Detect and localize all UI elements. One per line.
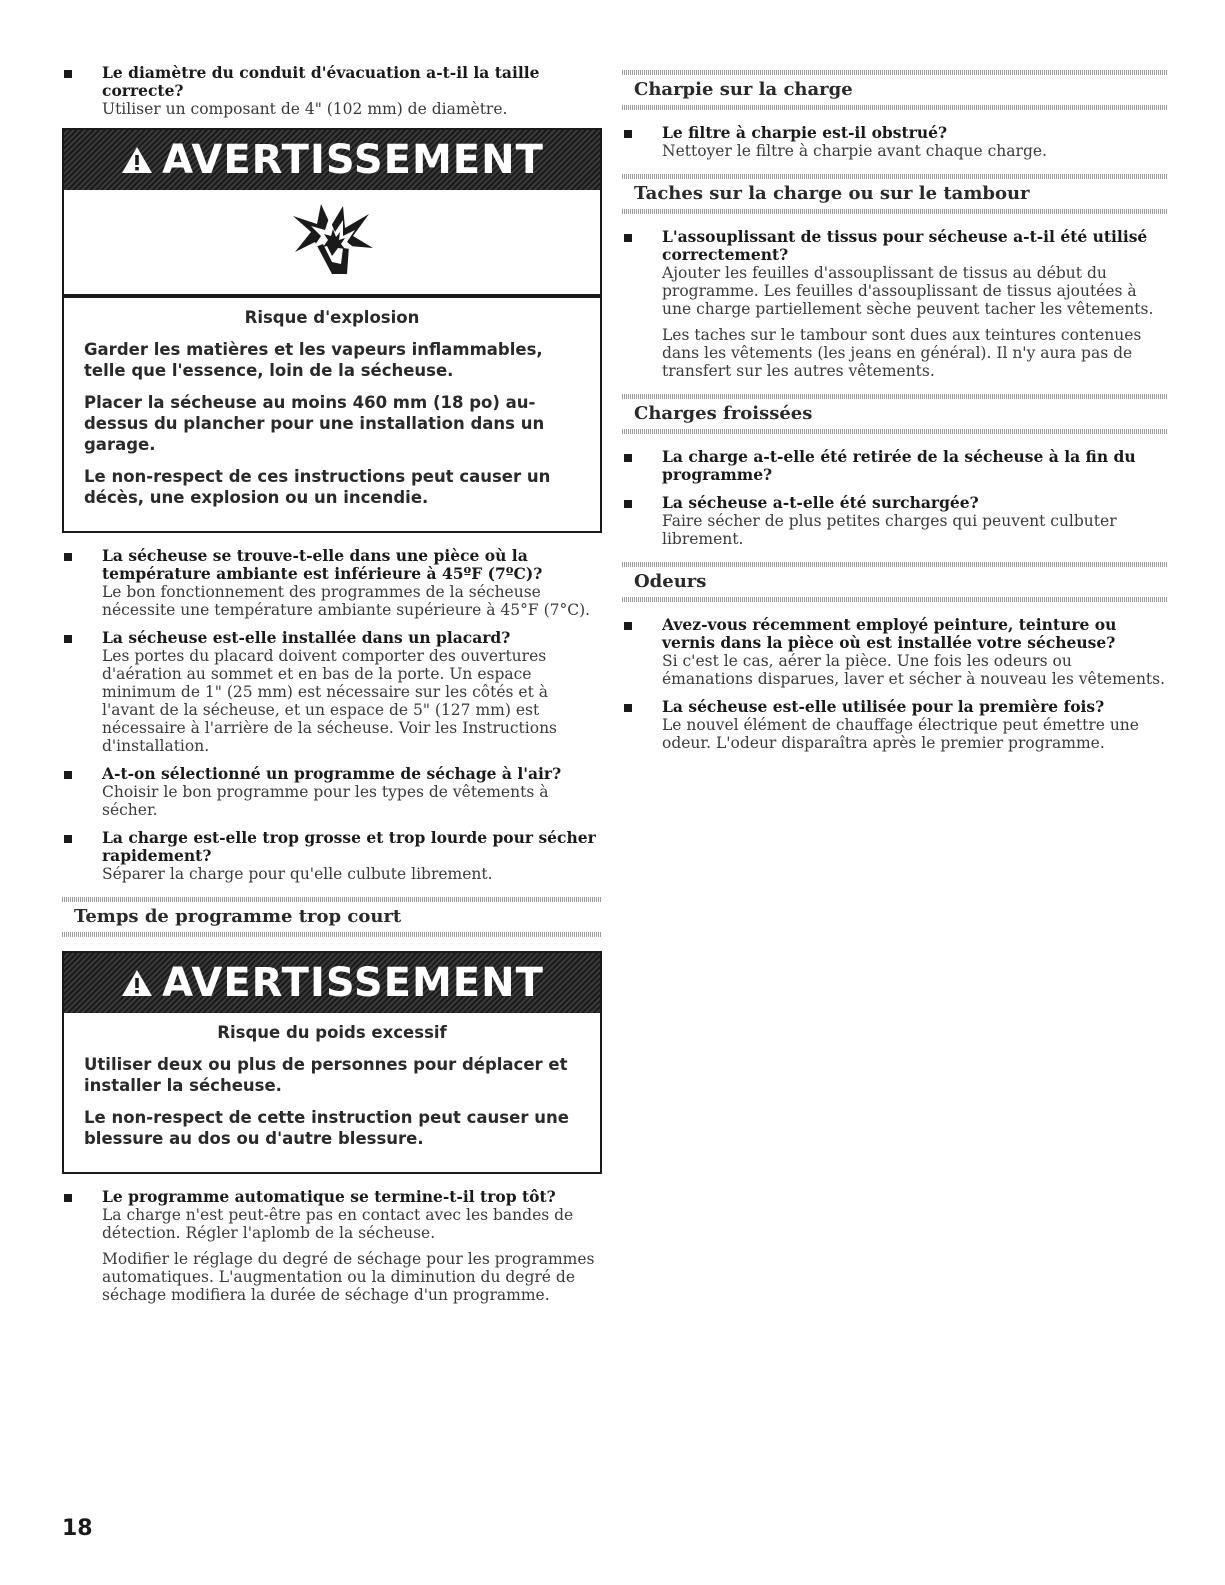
question: L'assouplissant de tissus pour sécheuse a-t-il été utilisé correctement? bbox=[662, 227, 1148, 264]
list-item bbox=[622, 448, 1167, 484]
warning-banner bbox=[64, 953, 600, 1013]
question: La sécheuse est-elle utilisée pour la première fois? bbox=[662, 697, 1105, 716]
section-rule-bottom bbox=[622, 209, 1167, 214]
bullet-icon bbox=[64, 553, 72, 561]
list-item bbox=[622, 698, 1167, 752]
warning-paragraph: Placer la sécheuse au moins 460 mm (18 po) au-dessus du plancher pour une installation dans un garage. bbox=[84, 393, 545, 454]
list-item bbox=[62, 1188, 602, 1304]
section-title: Taches sur la charge ou sur le tambour bbox=[634, 183, 1030, 204]
answer: Le nouvel élément de chauffage électrique peut émettre une odeur. L'odeur disparaîtra après le premier programme. bbox=[662, 716, 1139, 752]
bullet-icon bbox=[624, 500, 632, 508]
bullet-icon bbox=[64, 70, 72, 78]
section-header-charpie bbox=[622, 70, 1167, 110]
warning-banner-text: AVERTISSEMENT bbox=[162, 137, 544, 183]
warning-title: Risque d'explosion bbox=[244, 308, 420, 327]
warning-triangle-icon bbox=[120, 145, 154, 175]
bullet-icon bbox=[64, 835, 72, 843]
section-header-odeurs bbox=[622, 562, 1167, 602]
warning-paragraph: Le non-respect de cette instruction peut causer une blessure au dos ou d'autre blessure. bbox=[84, 1108, 569, 1148]
warning-triangle-icon bbox=[120, 968, 154, 998]
bullet-icon bbox=[624, 622, 632, 630]
warning-paragraph: Garder les matières et les vapeurs inflammables, telle que l'essence, loin de la sécheuse. bbox=[84, 340, 543, 380]
warning-paragraph: Le non-respect de ces instructions peut causer un décès, une explosion ou un incendie. bbox=[84, 467, 551, 507]
list-item bbox=[62, 829, 602, 883]
explosion-icon bbox=[287, 202, 377, 282]
warning-title: Risque du poids excessif bbox=[217, 1023, 447, 1042]
answer: Les portes du placard doivent comporter des ouvertures d'aération au sommet et en bas de la porte. Un espace minimum de 1" (25 mm) est nécessaire sur les côtés et à l'avant de la sécheuse, et un espace de 5" (127 mm) est nécessaire à l'arrière de la sécheuse. Voir les Instructions d'installation. bbox=[102, 647, 558, 755]
answer: Les taches sur le tambour sont dues aux teintures contenues dans les vêtements (les jeans en général). Il n'y aura pas de transfert sur les autres vêtements. bbox=[662, 326, 1142, 380]
page-number: 18 bbox=[62, 1516, 93, 1541]
question: La sécheuse a-t-elle été surchargée? bbox=[662, 493, 979, 512]
warning-symbol-area bbox=[64, 190, 600, 298]
list-item bbox=[622, 228, 1167, 380]
answer: Séparer la charge pour qu'elle culbute librement. bbox=[102, 865, 493, 883]
list-item bbox=[622, 494, 1167, 548]
section-title: Charges froissées bbox=[634, 403, 813, 424]
bullet-icon bbox=[624, 454, 632, 462]
question: Le filtre à charpie est-il obstrué? bbox=[662, 123, 948, 142]
bullet-icon bbox=[64, 1194, 72, 1202]
question: La sécheuse se trouve-t-elle dans une pièce où la température ambiante est inférieure à 45ºF (7ºC)? bbox=[102, 546, 543, 583]
warning-box-weight bbox=[62, 951, 602, 1174]
answer: Si c'est le cas, aérer la pièce. Une fois les odeurs ou émanations disparues, laver et sécher à nouveau les vêtements. bbox=[662, 652, 1166, 688]
bullet-icon bbox=[624, 234, 632, 242]
section-rule-bottom bbox=[62, 932, 602, 937]
question: Le programme automatique se termine-t-il trop tôt? bbox=[102, 1187, 556, 1206]
question: A-t-on sélectionné un programme de séchage à l'air? bbox=[102, 764, 562, 783]
section-rule-bottom bbox=[622, 429, 1167, 434]
section-rule-bottom bbox=[622, 597, 1167, 602]
question: La charge a-t-elle été retirée de la sécheuse à la fin du programme? bbox=[662, 447, 1136, 484]
section-header-taches bbox=[622, 174, 1167, 214]
warning-banner-text: AVERTISSEMENT bbox=[162, 960, 544, 1006]
list-item bbox=[622, 616, 1167, 688]
list-item bbox=[62, 765, 602, 819]
warning-box-explosion bbox=[62, 128, 602, 533]
question: Le diamètre du conduit d'évacuation a-t-il la taille correcte? bbox=[102, 63, 540, 100]
answer: Le bon fonctionnement des programmes de la sécheuse nécessite une température ambiante supérieure à 45°F (7°C). bbox=[102, 583, 591, 619]
answer: Ajouter les feuilles d'assouplissant de tissus au début du programme. Les feuilles d'assouplissant de tissus ajoutées à une charge partiellement sèche peuvent tacher les vêtements. bbox=[662, 264, 1154, 318]
warning-paragraph: Utiliser deux ou plus de personnes pour déplacer et installer la sécheuse. bbox=[84, 1055, 568, 1095]
list-item bbox=[62, 547, 602, 619]
answer: Choisir le bon programme pour les types de vêtements à sécher. bbox=[102, 783, 549, 819]
bullet-icon bbox=[64, 635, 72, 643]
list-item bbox=[62, 629, 602, 755]
right-column bbox=[622, 64, 1167, 762]
left-column bbox=[62, 64, 602, 1314]
warning-body bbox=[64, 1013, 600, 1172]
answer: Modifier le réglage du degré de séchage pour les programmes automatiques. L'augmentation ou la diminution du degré de séchage modifiera la durée de séchage d'un programme. bbox=[102, 1250, 595, 1304]
section-title: Charpie sur la charge bbox=[634, 79, 853, 100]
section-header-froissees bbox=[622, 394, 1167, 434]
list-item bbox=[622, 124, 1167, 160]
section-rule-bottom bbox=[622, 105, 1167, 110]
answer: Nettoyer le filtre à charpie avant chaque charge. bbox=[662, 142, 1047, 160]
bullet-icon bbox=[624, 130, 632, 138]
answer: Faire sécher de plus petites charges qui peuvent culbuter librement. bbox=[662, 512, 1117, 548]
question: Avez-vous récemment employé peinture, teinture ou vernis dans la pièce où est installée votre sécheuse? bbox=[662, 615, 1117, 652]
bullet-icon bbox=[64, 771, 72, 779]
question: La charge est-elle trop grosse et trop lourde pour sécher rapidement? bbox=[102, 828, 596, 865]
bullet-icon bbox=[624, 704, 632, 712]
answer: Utiliser un composant de 4" (102 mm) de diamètre. bbox=[102, 100, 508, 118]
section-header-temps bbox=[62, 897, 602, 937]
question: La sécheuse est-elle installée dans un placard? bbox=[102, 628, 511, 647]
list-item bbox=[62, 64, 602, 118]
section-title: Temps de programme trop court bbox=[74, 906, 402, 927]
warning-body bbox=[64, 298, 600, 531]
warning-banner bbox=[64, 130, 600, 190]
answer: La charge n'est peut-être pas en contact avec les bandes de détection. Régler l'aplomb de la sécheuse. bbox=[102, 1206, 574, 1242]
section-title: Odeurs bbox=[634, 571, 707, 592]
